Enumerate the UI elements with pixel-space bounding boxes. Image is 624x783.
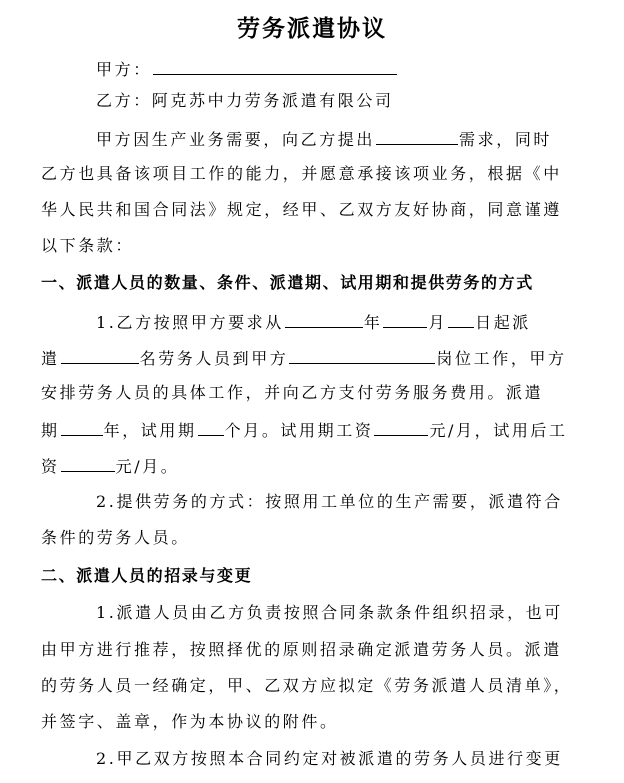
s1-item1-line-1: 1.乙方按照甲方要求从 年 月 日起派 [96,310,606,334]
party-b-line: 乙方：阿克苏中力劳务派遣有限公司 [96,91,394,110]
intro-line-3: 华人民共和国合同法》规定，经甲、乙双方友好协商，同意谨遵 [41,200,562,219]
probation-wage-blank[interactable] [374,418,428,436]
s2-item1-line-1: 1.派遣人员由乙方负责按照合同条款条件组织招录，也可 [96,603,563,622]
s1-item1-line-3: 安排劳务人员的具体工作，并向乙方支付劳务服务费用。派遣 [41,383,544,402]
s2-item1-line-4: 并签字、盖章，作为本协议的附件。 [41,712,339,731]
position-blank[interactable] [289,346,435,364]
document-title: 劳务派遣协议 [237,15,387,42]
start-year-blank[interactable] [285,310,363,328]
demand-blank[interactable] [376,127,458,145]
start-month-blank[interactable] [383,310,427,328]
intro-line-4: 以下条款： [41,236,135,255]
worker-count-blank[interactable] [61,346,139,364]
s2-item2-line-1: 2.甲乙双方按照本合同约定对被派遣的劳务人员进行变更 [96,749,563,768]
s1-item2-line-2: 条件的劳务人员。 [41,528,190,547]
party-a-label: 甲方： [96,60,152,79]
s1-item1-line-5: 资 元/月。 [41,454,601,478]
s2-item1-line-2: 由甲方进行推荐，按照择优的原则招录确定派遣劳务人员。派遣 [41,640,562,659]
s2-item1-line-3: 的劳务人员一经确定，甲、乙双方应拟定《劳务派遣人员清单》， [41,676,573,695]
section-2-heading: 二、派遣人员的招录与变更 [41,566,253,585]
intro-line-1: 甲方因生产业务需要，向乙方提出 需求，同时 [96,127,606,151]
probation-months-blank[interactable] [198,418,224,436]
section-1-heading: 一、派遣人员的数量、条件、派遣期、试用期和提供劳务的方式 [41,273,534,292]
start-day-blank[interactable] [448,310,474,328]
s1-item1-line-2: 遣 名劳务人员到甲方 岗位工作，甲方 [41,346,601,370]
regular-wage-blank[interactable] [61,454,115,472]
dispatch-years-blank[interactable] [61,418,103,436]
party-a-blank[interactable] [153,57,397,75]
intro-line-2: 乙方也具备该项目工作的能力，并愿意承接该项业务，根据《中 [41,164,562,183]
s1-item1-line-4: 期 年，试用期 个月。试用期工资 元/月，试用后工 [41,418,601,442]
party-a-line [96,57,606,81]
s1-item2-line-1: 2.提供劳务的方式：按照用工单位的生产需要，派遣符合 [96,492,563,511]
